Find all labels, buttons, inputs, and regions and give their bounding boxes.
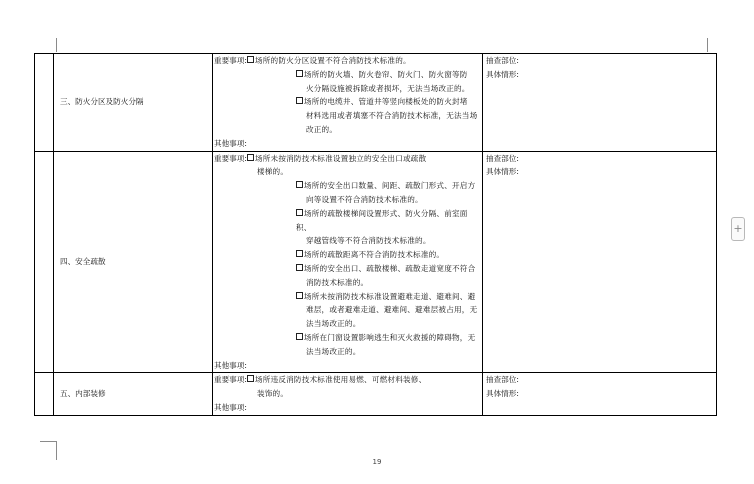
- matter-text: 向等设置不符合消防技术标准的。: [305, 194, 423, 204]
- matter-text: 场所的疏散距离不符合消防技术标准的。: [303, 250, 445, 260]
- other-matters-label: 其他事项:: [214, 402, 247, 412]
- inspection-notes-cell[interactable]: [483, 54, 717, 152]
- inspection-item-cell: [54, 54, 213, 152]
- major-matter-entry: [247, 152, 482, 180]
- major-matter-entry: [247, 331, 482, 359]
- major-matter-entry: [247, 290, 482, 331]
- matter-text: 楼梯的。: [256, 167, 289, 177]
- specific-situation-label: 具体情形:: [486, 167, 519, 177]
- table-row: [35, 54, 717, 152]
- inspection-item-cell: [54, 373, 213, 415]
- matter-text: 场所的疏散楼梯间设置形式、防火分隔、前室面积、: [295, 208, 468, 232]
- matter-text: 法当场改正的。: [305, 346, 361, 356]
- major-matters-block: [213, 152, 482, 359]
- major-matters-label: 重要事项:: [214, 56, 247, 65]
- inspection-item-label: 四、安全疏散: [60, 257, 106, 267]
- checkbox[interactable]: [296, 264, 303, 271]
- major-matters-block: [213, 54, 482, 137]
- matters-cell: [213, 373, 483, 415]
- inspection-item-cell: [54, 151, 213, 373]
- table-row: [35, 373, 717, 415]
- matter-text: 火分隔设施被拆除或者损坏，无法当场改正的。: [305, 83, 470, 93]
- row-index-cell: [35, 54, 54, 152]
- inspection-item-label: 五、内部装修: [60, 389, 106, 399]
- matter-text: 场所的安全出口数量、间距、疏散门形式、开启方: [303, 181, 476, 191]
- major-matter-entry: [247, 68, 482, 96]
- matter-text: 场所的防火墙、防火卷帘、防火门、防火窗等防: [303, 69, 468, 79]
- inspection-notes-cell[interactable]: [483, 373, 717, 415]
- major-matter-entry: [247, 207, 482, 248]
- specific-situation-label: 具体情形:: [486, 69, 519, 79]
- matters-cell: [213, 54, 483, 152]
- matters-cell: [213, 151, 483, 373]
- inspect-location-label: 抽查部位:: [486, 153, 519, 163]
- other-matters-label: 其他事项:: [214, 360, 247, 370]
- crop-mark-top-left: [56, 38, 57, 52]
- major-matter-entry: [247, 54, 482, 68]
- matter-text: 难层，或者避难走道、避难间、避难层被占用，无: [305, 305, 478, 315]
- checkbox[interactable]: [296, 97, 303, 104]
- checkbox[interactable]: [296, 181, 303, 188]
- major-matter-entry: [247, 248, 482, 262]
- checkbox[interactable]: [296, 333, 303, 340]
- inspect-location-label: 抽查部位:: [486, 56, 519, 65]
- matter-text: 场所未按消防技术标准设置避难走道、避难间、避: [303, 291, 476, 301]
- matter-text: 材料选用或者填塞不符合消防技术标准，无法当场: [305, 111, 478, 121]
- major-matters-block: [213, 373, 482, 401]
- major-matter-entry: [247, 95, 482, 136]
- major-matters-label: 重要事项:: [214, 153, 247, 163]
- checkbox[interactable]: [247, 154, 254, 161]
- matter-text: 消防技术标准的。: [305, 277, 369, 287]
- matter-text: 场所的安全出口、疏散楼梯、疏散走道宽度不符合: [303, 263, 476, 273]
- table-row: [35, 151, 717, 373]
- checkbox[interactable]: [247, 56, 254, 63]
- checkbox[interactable]: [296, 209, 303, 216]
- matter-text: 装饰的。: [256, 389, 289, 399]
- matter-text: 穿越管线等不符合消防技术标准的。: [305, 236, 431, 246]
- inspection-table: [34, 53, 717, 416]
- checkbox[interactable]: [247, 375, 254, 382]
- specific-situation-label: 具体情形:: [486, 389, 519, 399]
- checkbox[interactable]: [296, 70, 303, 77]
- matter-text: 场所未按消防技术标准设置独立的安全出口或疏散: [254, 153, 427, 163]
- major-matters-label: 重要事项:: [214, 375, 247, 385]
- checkbox[interactable]: [296, 292, 303, 299]
- matter-text: 场所的电缆井、管道井等竖向楼板处的防火封堵: [303, 97, 468, 107]
- matter-text: 场所在门窗设置影响逃生和灭火救援的障碍物，无: [303, 332, 476, 342]
- inspect-location-label: 抽查部位:: [486, 375, 519, 385]
- major-matter-entry: [247, 262, 482, 290]
- matter-text: 场所违反消防技术标准使用易燃、可燃材料装修、: [254, 375, 427, 385]
- page-number: 19: [372, 458, 382, 466]
- matter-text: 改正的。: [305, 124, 338, 134]
- row-index-cell: [35, 151, 54, 373]
- inspection-notes-cell[interactable]: [483, 151, 717, 373]
- inspection-item-label: 三、防火分区及防火分隔: [60, 97, 144, 107]
- crop-mark-top-right: [707, 38, 708, 52]
- expand-panel-button[interactable]: +: [731, 217, 745, 241]
- row-index-cell: [35, 373, 54, 415]
- other-matters-label: 其他事项:: [214, 138, 247, 148]
- matter-text: 场所的防火分区设置不符合消防技术标准的。: [254, 56, 411, 65]
- major-matter-entry: [247, 179, 482, 207]
- matter-text: 法当场改正的。: [305, 319, 361, 329]
- major-matter-entry: [247, 373, 482, 401]
- checkbox[interactable]: [296, 250, 303, 257]
